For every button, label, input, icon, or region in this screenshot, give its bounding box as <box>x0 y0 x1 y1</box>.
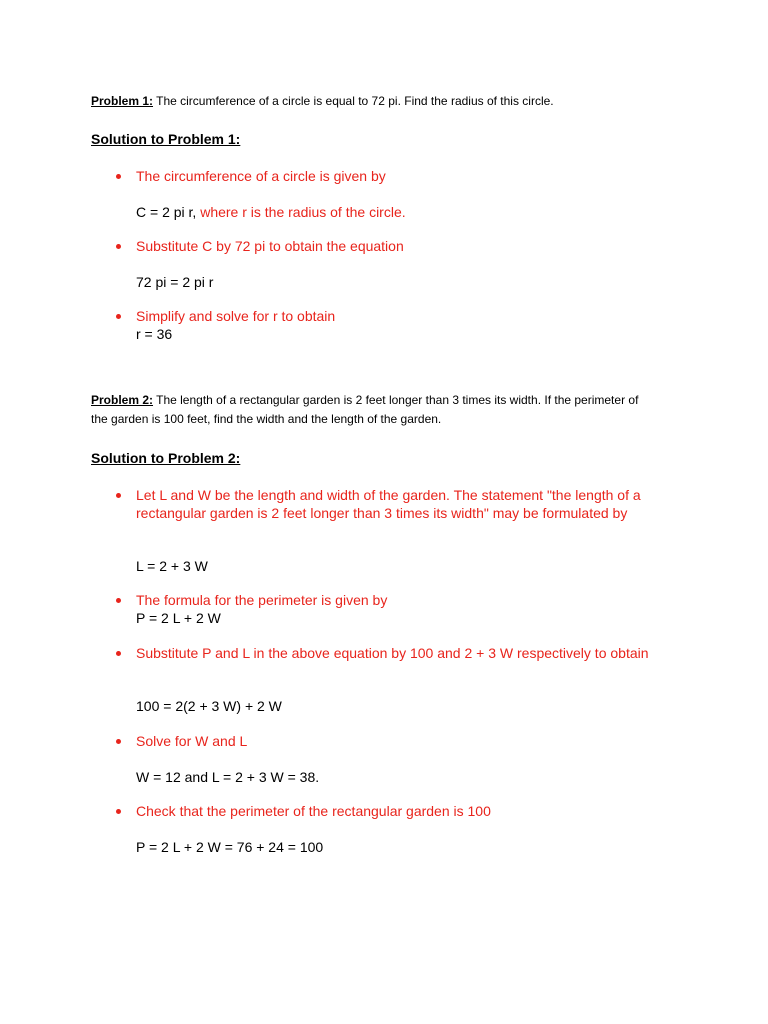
problem-2-text: The length of a rectangular garden is 2 feet longer than 3 times its width. If the perimeter of the garden is 100 feet, find the width and the length of the garden. <box>91 393 639 426</box>
bullet-icon <box>116 651 121 656</box>
solution-2-equation-2: P = 2 L + 2 W <box>136 610 221 626</box>
step-text: The circumference of a circle is given by <box>136 168 386 184</box>
step-text: Simplify and solve for r to obtain <box>136 308 336 324</box>
solution-2-equation-1: L = 2 + 3 W <box>136 558 208 574</box>
solution-2-equation-3: 100 = 2(2 + 3 W) + 2 W <box>136 698 282 714</box>
step-text: The formula for the perimeter is given by <box>136 592 388 608</box>
bullet-icon <box>116 809 121 814</box>
bullet-icon <box>116 244 121 249</box>
solution-1-equation-1 <box>136 203 406 221</box>
bullet-icon <box>116 739 121 744</box>
step-text: Substitute C by 72 pi to obtain the equation <box>136 238 404 254</box>
step-text: Solve for W and L <box>136 733 248 749</box>
bullet-icon <box>116 174 121 179</box>
problem-1-label: Problem 1: <box>91 94 154 108</box>
solution-1-heading: Solution to Problem 1: <box>91 131 241 147</box>
bullet-icon <box>116 598 121 603</box>
problem-1-statement <box>91 92 651 111</box>
equation-text: C = 2 pi r, <box>136 204 197 220</box>
step-text: Check that the perimeter of the rectangular garden is 100 <box>136 803 491 819</box>
solution-1-equation-3: r = 36 <box>136 326 173 342</box>
problem-2-label: Problem 2: <box>91 393 154 407</box>
solution-2-equation-5: P = 2 L + 2 W = 76 + 24 = 100 <box>136 839 324 855</box>
problem-1-text: The circumference of a circle is equal to 72 pi. Find the radius of this circle. <box>153 94 554 108</box>
solution-2-equation-4: W = 12 and L = 2 + 3 W = 38. <box>136 769 320 785</box>
step-text: Substitute P and L in the above equation by 100 and 2 + 3 W respectively to obtain <box>136 645 649 661</box>
bullet-icon <box>116 314 121 319</box>
solution-1-equation-2: 72 pi = 2 pi r <box>136 274 214 290</box>
solution-2-heading: Solution to Problem 2: <box>91 450 241 466</box>
equation-note: where r is the radius of the circle. <box>196 204 406 220</box>
bullet-icon <box>116 493 121 498</box>
step-text: Let L and W be the length and width of the garden. The statement "the length of a rectangular garden is 2 feet longer than 3 times its width" may be formulated by <box>136 487 641 521</box>
problem-2-statement <box>91 391 651 429</box>
